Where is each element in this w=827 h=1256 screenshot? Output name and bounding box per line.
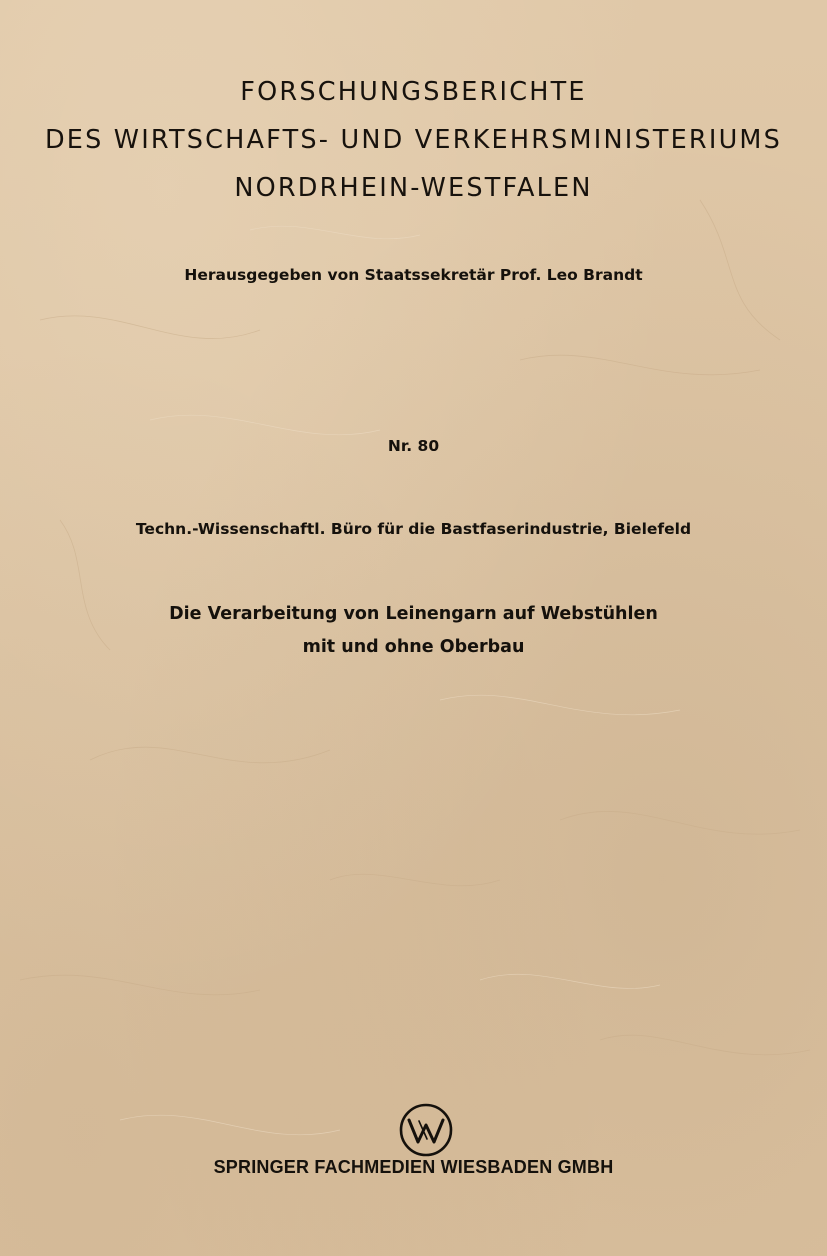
- series-title-line-2: DES WIRTSCHAFTS- UND VERKEHRSMINISTERIUMS: [44, 125, 783, 155]
- editor-credit: Herausgegeben von Staatssekretär Prof. Leo Brandt: [184, 266, 643, 284]
- book-title-line-2: mit und ohne Oberbau: [302, 637, 525, 657]
- series-title-line-1: FORSCHUNGSBERICHTE: [240, 77, 587, 107]
- springer-w-logo-icon: [397, 1101, 455, 1159]
- series-title-line-3: NORDRHEIN-WESTFALEN: [234, 173, 593, 203]
- publisher-name: SPRINGER FACHMEDIEN WIESBADEN GMBH: [213, 1157, 614, 1177]
- volume-number: Nr. 80: [387, 437, 440, 455]
- book-title-line-1: Die Verarbeitung von Leinengarn auf Webstühlen: [169, 604, 658, 624]
- author-institution: Techn.-Wissenschaftl. Büro für die Bastfaserindustrie, Bielefeld: [135, 520, 692, 538]
